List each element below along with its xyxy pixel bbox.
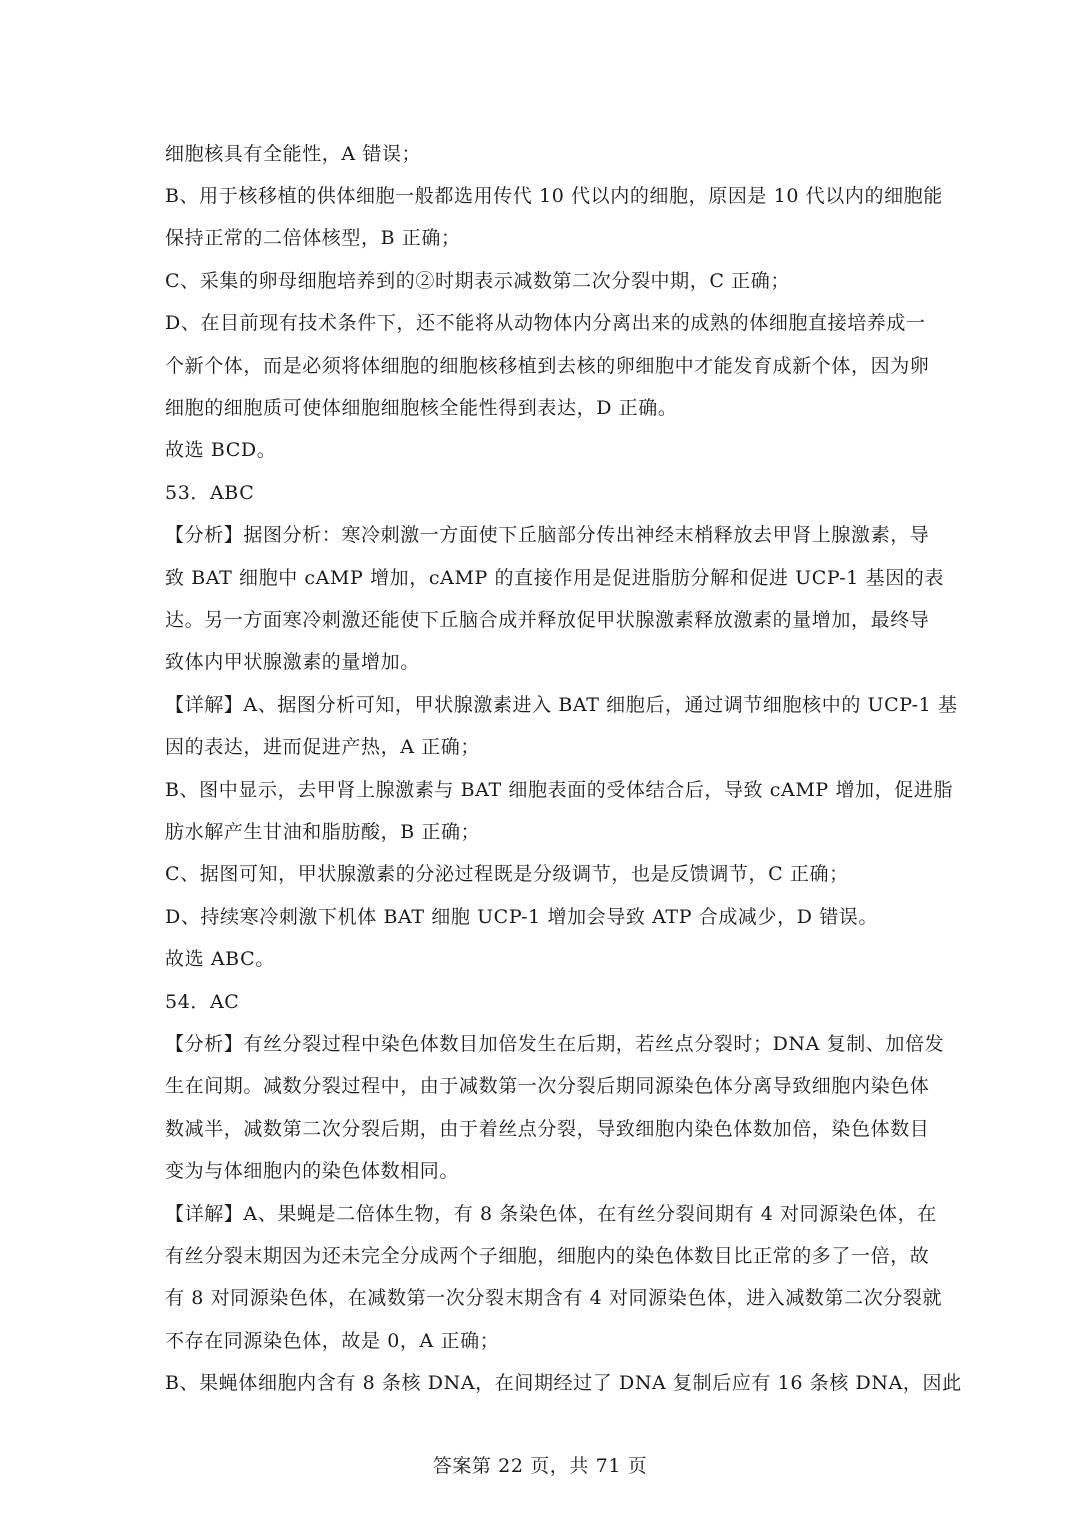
text-line: C、采集的卵母细胞培养到的②时期表示减数第二次分裂中期，C 正确；: [165, 270, 790, 292]
text-line: 【详解】A、果蝇是二倍体生物，有 8 条染色体，在有丝分裂间期有 4 对同源染色体，在: [165, 1203, 937, 1225]
text-line: B、用于核移植的供体细胞一般都选用传代 10 代以内的细胞，原因是 10 代以内的细胞能: [165, 185, 943, 207]
text-line: 致体内甲状腺激素的量增加。: [165, 651, 420, 673]
question-number: 53．ABC: [165, 482, 255, 504]
text-line: 生在间期。减数分裂过程中，由于减数第一次分裂后期同源染色体分离导致细胞内染色体: [165, 1075, 930, 1097]
text-line: 有丝分裂末期因为还未完全分成两个子细胞，细胞内的染色体数目比正常的多了一倍，故: [165, 1245, 930, 1267]
text-line: 【分析】据图分析：寒冷刺激一方面使下丘脑部分传出神经末梢释放去甲肾上腺激素，导: [165, 524, 930, 546]
text-line: D、在目前现有技术条件下，还不能将从动物体内分离出来的成熟的体细胞直接培养成一: [165, 312, 926, 334]
text-line: 致 BAT 细胞中 cAMP 增加，cAMP 的直接作用是促进脂肪分解和促进 UCP-1 基因的表: [165, 567, 945, 589]
page-footer: 答案第 22 页，共 71 页: [432, 1455, 648, 1477]
text-line: 细胞的细胞质可使体细胞细胞核全能性得到表达，D 正确。: [165, 397, 678, 419]
text-line: 变为与体细胞内的染色体数相同。: [165, 1160, 460, 1182]
text-line: 【详解】A、据图分析可知，甲状腺激素进入 BAT 细胞后，通过调节细胞核中的 UCP-1 基: [165, 694, 958, 716]
text-line: 保持正常的二倍体核型，B 正确；: [165, 227, 461, 249]
text-line: 数减半，减数第二次分裂后期，由于着丝点分裂，导致细胞内染色体数加倍，染色体数目: [165, 1118, 930, 1140]
text-line: 达。另一方面寒冷刺激还能使下丘脑合成并释放促甲状腺激素释放激素的量增加，最终导: [165, 609, 930, 631]
text-line: 有 8 对同源染色体，在减数第一次分裂末期含有 4 对同源染色体，进入减数第二次分裂就: [165, 1287, 943, 1309]
text-line: B、图中显示，去甲肾上腺激素与 BAT 细胞表面的受体结合后，导致 cAMP 增加，促进脂: [165, 779, 954, 801]
text-line: 【分析】有丝分裂过程中染色体数目加倍发生在后期，若丝点分裂时；DNA 复制、加倍发: [165, 1033, 945, 1055]
text-line: 不存在同源染色体，故是 0，A 正确；: [165, 1330, 500, 1352]
text-line: 细胞核具有全能性，A 错误；: [165, 143, 422, 165]
text-line: C、据图可知，甲状腺激素的分泌过程既是分级调节，也是反馈调节，C 正确；: [165, 863, 849, 885]
text-line: 肪水解产生甘油和脂肪酸，B 正确；: [165, 821, 481, 843]
text-line: 因的表达，进而促进产热，A 正确；: [165, 736, 480, 758]
text-line: D、持续寒冷刺激下机体 BAT 细胞 UCP-1 增加会导致 ATP 合成减少，D 错误。: [165, 906, 879, 928]
text-line: 故选 BCD。: [165, 439, 277, 461]
text-line: 个新个体，而是必须将体细胞的细胞核移植到去核的卵细胞中才能发育成新个体，因为卵: [165, 355, 930, 377]
text-line: 故选 ABC。: [165, 948, 275, 970]
question-number: 54．AC: [165, 991, 240, 1013]
text-line: B、果蝇体细胞内含有 8 条核 DNA，在间期经过了 DNA 复制后应有 16 条核 DNA，因此: [165, 1372, 962, 1394]
